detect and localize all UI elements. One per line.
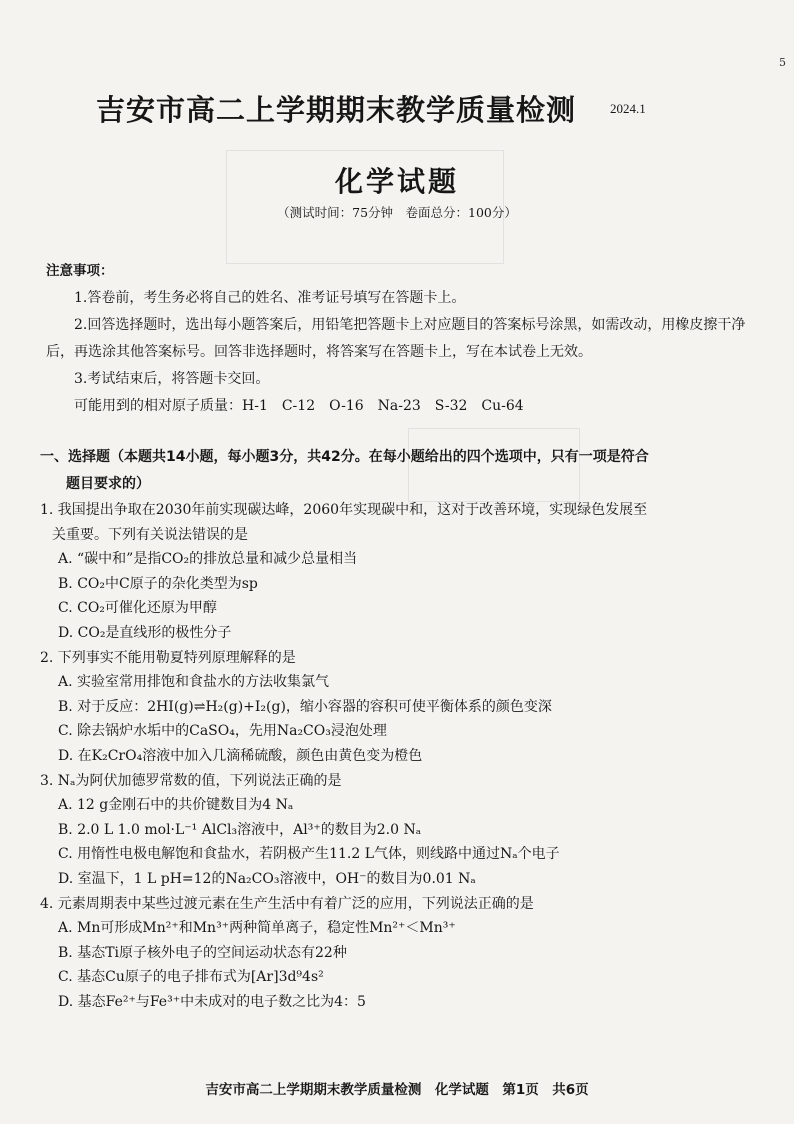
note-item: 1.答卷前，考生务必将自己的姓名、准考证号填写在答题卡上。 [74, 290, 466, 306]
question-4-option-c: C. 基态Cu原子的电子排布式为[Ar]3d⁹4s² [58, 969, 324, 986]
question-1-option-b: B. CO₂中C原子的杂化类型为sp [58, 575, 258, 592]
header [96, 88, 736, 129]
corner-mark: 5 [779, 56, 786, 69]
note-item: 3.考试结束后，将答题卡交回。 [74, 371, 270, 387]
question-4-stem: 4. 元素周期表中某些过渡元素在生产生活中有着广泛的应用，下列说法正确的是 [40, 895, 534, 912]
question-1-stem-cont: 关重要。下列有关说法错误的是 [52, 526, 248, 543]
exam-timing: （测试时间：75分钟 卷面总分：100分） [277, 205, 517, 220]
question-3-option-b: B. 2.0 L 1.0 mol·L⁻¹ AlCl₃溶液中，Al³⁺的数目为2.0 Nₐ [58, 821, 422, 838]
question-2-option-c: C. 除去锅炉水垢中的CaSO₄，先用Na₂CO₃浸泡处理 [58, 723, 387, 740]
questions-list [40, 498, 752, 1014]
question-1-option-c: C. CO₂可催化还原为甲醇 [58, 600, 217, 617]
notes-block [46, 258, 746, 420]
subject-title: 化学试题 [334, 165, 459, 198]
question-3-stem: 3. Nₐ为阿伏加德罗常数的值，下列说法正确的是 [40, 772, 342, 789]
question-3-option-d: D. 室温下，1 L pH=12的Na₂CO₃溶液中，OH⁻的数目为0.01 Nₐ [58, 870, 476, 887]
question-3-option-c: C. 用惰性电极电解饱和食盐水，若阴极产生11.2 L气体，则线路中通过Nₐ个电子 [58, 846, 560, 863]
question-2-option-d: D. 在K₂CrO₄溶液中加入几滴稀硫酸，颜色由黄色变为橙色 [58, 747, 423, 764]
atomic-masses: 可能用到的相对原子质量：H-1 C-12 O-16 Na-23 S-32 Cu-64 [74, 398, 524, 414]
question-4-option-a: A. Mn可形成Mn²⁺和Mn³⁺两种简单离子，稳定性Mn²⁺＜Mn³⁺ [58, 920, 456, 937]
notes-heading: 注意事项： [46, 263, 114, 279]
exam-title: 吉安市高二上学期期末教学质量检测 [96, 93, 577, 127]
exam-date: 2024.1 [610, 101, 646, 116]
question-3-option-a: A. 12 g金刚石中的共价键数目为4 Nₐ [58, 797, 294, 814]
question-1-option-a: A. “碳中和”是指CO₂的排放总量和减少总量相当 [58, 551, 358, 568]
question-4-option-b: B. 基态Ti原子核外电子的空间运动状态有22种 [58, 944, 347, 961]
note-item: 2.回答选择题时，选出每小题答案后，用铅笔把答题卡上对应题目的答案标号涂黑，如需改动，用橡皮擦干净后，再选涂其他答案标号。回答非选择题时，将答案写在答题卡上，写在本试卷上无效。 [46, 317, 746, 360]
question-2-option-a: A. 实验室常用排饱和食盐水的方法收集氯气 [58, 674, 330, 691]
question-4-option-d: D. 基态Fe²⁺与Fe³⁺中未成对的电子数之比为4：5 [58, 993, 366, 1010]
question-1-stem: 1. 我国提出争取在2030年前实现碳达峰，2060年实现碳中和，这对于改善环境，实现绿色发展至 [40, 502, 648, 518]
question-2-stem: 2. 下列事实不能用勒夏特列原理解释的是 [40, 649, 296, 666]
section-heading [40, 444, 752, 498]
question-1-option-d: D. CO₂是直线形的极性分子 [58, 624, 232, 641]
section-title: 一、选择题（本题共14小题，每小题3分，共42分。在每小题给出的四个选项中，只有一项是符合 [40, 449, 649, 465]
question-2-option-b: B. 对于反应：2HI(g)⇌H₂(g)+I₂(g)，缩小容器的容积可使平衡体系的颜色变深 [58, 698, 552, 715]
page-footer: 吉安市高二上学期期末教学质量检测 化学试题 第1页 共6页 [205, 1082, 589, 1098]
section-title-cont: 题目要求的） [66, 476, 150, 492]
